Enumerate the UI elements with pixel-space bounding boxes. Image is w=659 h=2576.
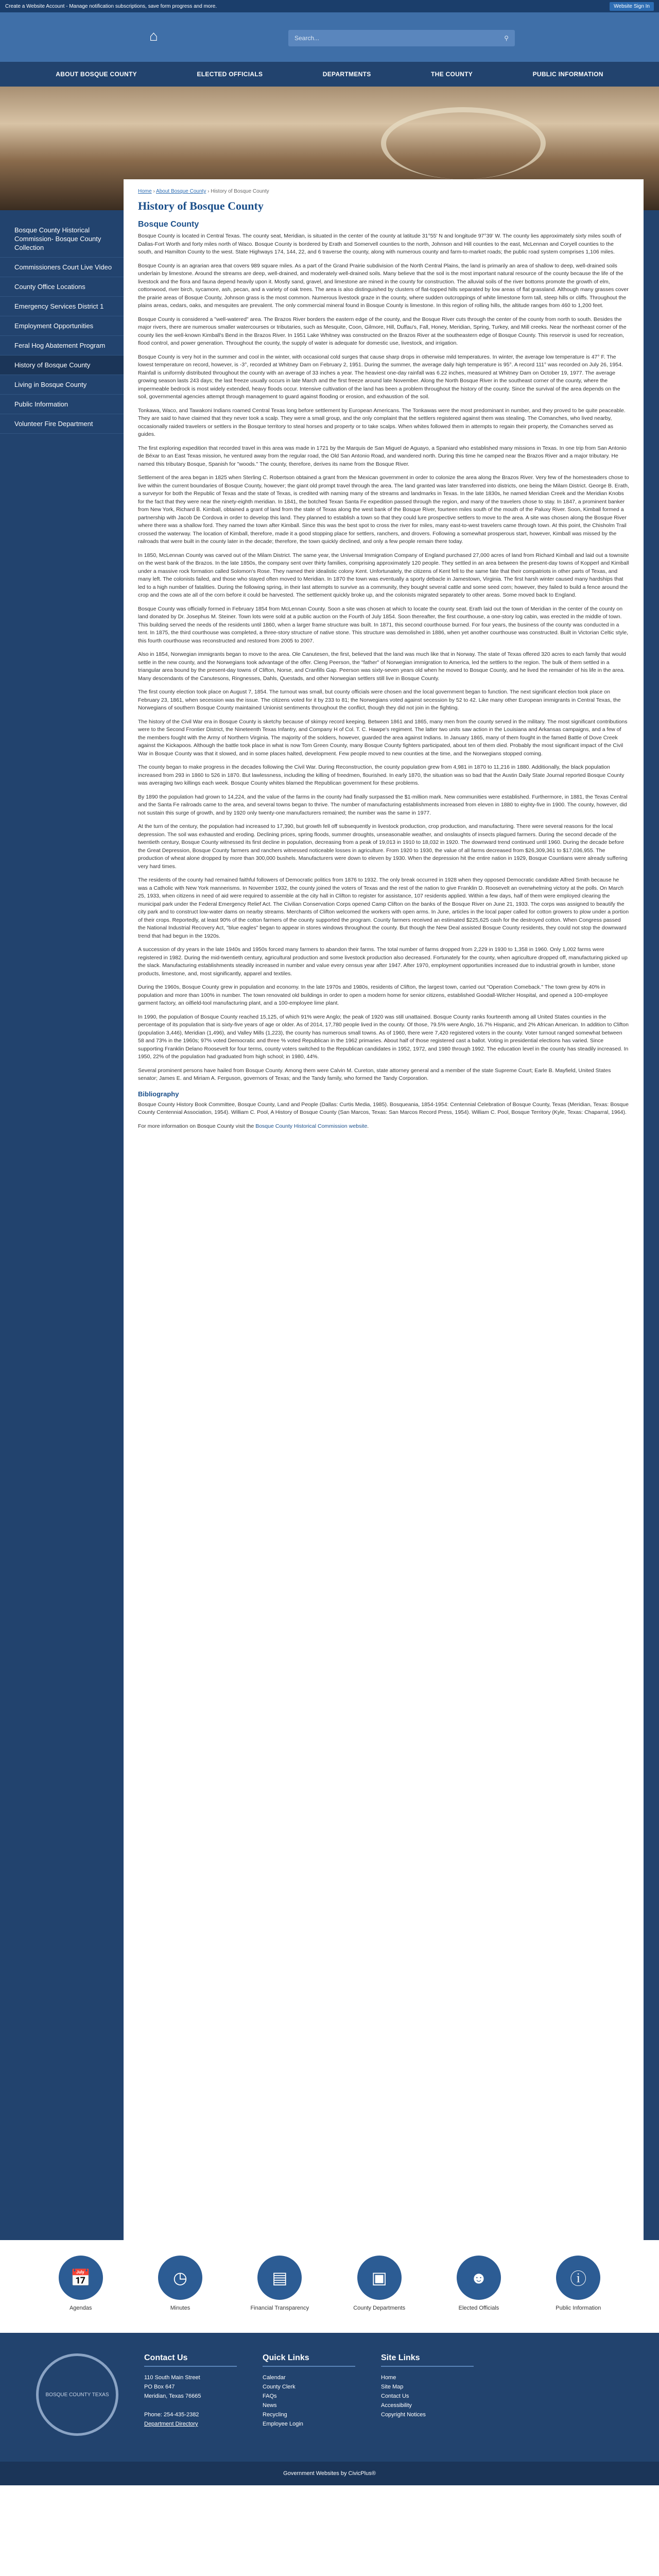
nav-about[interactable]: ABOUT BOSQUE COUNTY (56, 71, 137, 78)
article-paragraph: In 1850, McLennan County was carved out of the Milam District. The same year, the Universal Immigration Company of England purchased 27,000 acres of land from Richard Kimball and laid out a townsite on the west bank of the Brazos. In the late 1850s, the company sent over thirty families, comprising approximately 120 people. They settled in an area between the present-day towns of Kopperl and Kimball under a massive rock formation called Solomon's Rose. They named their idealistic colony Kent. Unfortunately, the citizens of Kent fell to the same fate that their compatriots in other parts of Texas, and many left. The colonists failed, and those who stayed often moved to Meridian. In 1870 the town was eventually a sporty debacle in Jamestown, Virginia. The first harsh winter caused many hardships that led to a high number of fatalities. During the following spring, in their last attempts to survive as a community, they bought several cattle and some seed corn; however, they failed to build a fence around the crop and the cows ate all of the corn before it could be harvested. The settlement quickly broke up, and the colonists migrated separately to other areas. Some moved back to England. (138, 552, 629, 598)
sidebar-item-office-locations[interactable]: County Office Locations (0, 277, 124, 297)
article-paragraph: In 1990, the population of Bosque County reached 15,125, of which 91% were Anglo; the peak of 1920 was still unattained. Bosque County ranks fourteenth among all United States counties in the percentage of its population that is sixty-five years of age or older. As of 2014, 17,780 people lived in the county. Of those, 79.5% were Anglo, 16.7% Hispanic, and 2% African American. In addition to Clifton (population 3,446), Meridian (1,496), and Valley Mills (1,223), the county has numerous small towns. As of 1960, there were 7,420 registered voters in the county. Voter turnout ranged somewhat between 58 and 73% in the 1960s; 97% voted Democratic and three % voted Republican in the 1962 primaries. About half of those registered cast a ballot. Voting in presidential elections has varied. Since supporting Franklin Delano Roosevelt for four terms, county voters switched to the Republican candidates in 1952, 1972, and 1980 through 1992. The education level in the county has steadily increased. In 1950, 22% of the population had graduated from high school; in 1980, 44%. (138, 1013, 629, 1060)
sidebar (0, 210, 124, 2240)
more-info (138, 1123, 629, 1131)
footer-link[interactable]: Recycling (263, 2412, 287, 2418)
article-paragraph: Also in 1854, Norwegian immigrants began to move to the area. Ole Canutesen, the first, believed that the land was much like that in Norway. The state of Texas offered 320 acres to each family that would settle in the new county, and the Norwegians took advantage of the offer. Cleng Peerson, the "father" of Norwegian immigration to America, led the settlers to the region. The bulk of them settled in a triangular area bound by the present-day towns of Clifton, Norse, and Cranfills Gap. Peerson was sixty-seven years old when he moved to Bosque County, and he lived the remainder of his life in the area. Many descendants of the Canutesons, Ringnesses, Dahls, Questads, and other Norwegian settlers still live in Bosque County. (138, 651, 626, 682)
quick-links-bar (0, 2240, 659, 2333)
calendar-icon: 📅 (59, 2256, 103, 2300)
quicklink-financial[interactable] (249, 2256, 310, 2312)
article-paragraph: A succession of dry years in the late 1940s and 1950s forced many farmers to abandon their farms. The total number of farms dropped from 2,229 in 1930 to 1,358 in 1960. Only 1,002 farms were registered in 1982. During the mid-twentieth century, agricultural production and some livestock production also decreased. Fortunately for the county, when agriculture dropped off, manufacturing picked up the slack. Manufacturing establishments steadily increased in number and value every census year after 1947. After 1970, employment opportunities increased due to industrial growth in lumber, stone products, limestone, and, most significantly, apparel and textiles. (138, 946, 628, 977)
website-sign-in-button[interactable]: Website Sign In (610, 2, 654, 11)
quicklink-label: Financial Transparency (250, 2305, 309, 2311)
footer-contact (144, 2353, 263, 2462)
footer-link[interactable]: News (263, 2402, 277, 2409)
article-paragraph: At the turn of the century, the population had increased to 17,390, but growth fell off subsequently in livestock production, crop production, and manufacturing. There were several reasons for the local depression. The soil was exhausted and eroding. Declining prices, spring floods, summer droughts, unseasonable weather, and onslaughts of insects plagued farmers. During the second decade of the twentieth century, Bosque County witnessed its first decline in population, decreasing from a peak of 19,013 in 1910 to 18,032 in 1920. The downward trend continued until 1960. During the decade before the Great Depression, Bosque County farmers and ranchers witnessed noticeable losses in agriculture. From 1920 to 1930, the value of all farms decreased from $26,309,361 to $17,036,955. The production of wheat alone dropped by more than 300,000 bushels. Manufacturers were down to eleven by 1930. When the depression hit the entire nation in 1929, Bosque Countians were already suffering very hard times. (138, 823, 628, 870)
top-bar (0, 0, 659, 12)
article-paragraph: The county began to make progress in the decades following the Civil War. During Reconstruction, the county population grew from 4,981 in 1870 to 11,216 in 1880. Additionally, the black population increased from 293 in 1860 to 526 in 1870. But lawlessness, including the killing of freedmen, flourished. In early 1870, the situation was so bad that the Austin Daily State Journal reported Bosque County was averaging two killings each week. Bosque County whites blamed the Republican government for these problems. (138, 764, 625, 786)
quicklink-label: County Departments (353, 2305, 406, 2311)
longhorn-image (381, 107, 546, 179)
nav-public-information[interactable]: PUBLIC INFORMATION (532, 71, 603, 78)
footer-site-links (381, 2353, 499, 2462)
main-wrap (0, 189, 659, 2240)
search-input[interactable] (288, 30, 515, 46)
footer-address-line: PO Box 647 (144, 2384, 175, 2390)
footer-link[interactable]: Home (381, 2375, 396, 2381)
search-placeholder: Search... (294, 35, 320, 42)
article-paragraph: Bosque County was officially formed in February 1854 from McLennan County. Soon a site was chosen at which to locate the county seat. Erath laid out the town of Meridian in the center of the county on land donated by Dr. Josephus M. Steiner. Town lots were sold at a public auction on the Fourth of July 1854. Soon thereafter, the first courthouse, a one-story log cabin, was erected in the middle of town. This building served the needs of the residents until 1860, when a larger frame structure was built. In 1871, this second courthouse burned. For four years, the business of the county was conducted in a tent. In 1875, the third courthouse was completed, a three-story structure of native stone. This structure was demolished in 1886, when yet another courthouse was constructed. Built in Victorian Celtic style, this fourth courthouse was reconstructed and restored from 2005 to 2007. (138, 605, 629, 644)
info-icon: ⓘ (556, 2256, 600, 2300)
historical-commission-link[interactable]: Bosque County Historical Commission website (255, 1123, 368, 1129)
section-title: Bosque County (138, 220, 199, 229)
powered-by-bar (0, 2462, 659, 2485)
page-title: History of Bosque County (138, 199, 264, 212)
more-info-prefix: For more information on Bosque County visit the (138, 1123, 256, 1129)
quicklink-departments[interactable] (349, 2256, 410, 2312)
article-paragraph: The first county election took place on August 7, 1854. The turnout was small, but county officials were chosen and the local government began to function. The next significant election took place on February 23, 1861, when secession was the issue. The citizens voted for it by 233 to 81; the Norwegians voted against secession by 52 to 42. Like many other European immigrants in Central Texas, the Norwegians of southern Bosque County maintained Unionist sentiments throughout the conflict, though they did not join in the fighting. (138, 689, 621, 711)
sidebar-item-emergency-services[interactable]: Emergency Services District 1 (0, 297, 124, 316)
footer-address-line: Meridian, Texas 76665 (144, 2393, 201, 2399)
nav-departments[interactable]: DEPARTMENTS (322, 71, 371, 78)
footer-link[interactable]: Copyright Notices (381, 2412, 426, 2418)
article-paragraph: Bosque County is an agrarian area that covers 989 square miles. As a part of the Grand Prairie subdivision of the North Central Plains, the land is primarily an area of shallow to deep, well-drained soils underlain by limestone. Around the streams are deep, well-drained, and moderately well-drained soils. Many believe that the soil is the most important natural resource of the county because the life of the livestock and the flora and fauna depend heavily upon it. Mostly sand, gravel, and limestone are mined in the county for construction. The alluvial soils of the river bottoms promote the growth of elm, cottonwood, river birch, sycamore, ash, pecan, and a variety of oak trees. The area is also distinguished by clusters of flat-topped hills separated by low areas of flat grassland. Although many grasses cover the prairie areas of Bosque County, Johnson grass is the most common. Numerous livestock graze in the county, where sudden outcroppings of white limestone form tall, steep hills or cliffs. Throughout the plains areas, cedars, oaks, and mesquites are prevalent. The only commercial mineral found in Bosque County is limestone. In this region of rolling hills, the altitude ranges from 460 to 1,200 feet. (138, 262, 629, 309)
footer-phone: Phone: 254-435-2382 (144, 2412, 199, 2418)
breadcrumb-home[interactable]: Home (138, 189, 152, 194)
breadcrumb-parent[interactable]: About Bosque County (156, 189, 206, 194)
article-paragraph: The residents of the county had remained faithful followers of Democratic politics from 1876 to 1932. The only break occurred in 1928 when they opposed Democratic candidate Alfred Smith because he was a Catholic with New York mannerisms. In November 1932, the county joined the voters of Texas and the rest of the nation to give Franklin D. Roosevelt an overwhelming victory at the polls. On March 25, 1933, when citizens in need of aid were required to assemble at the city hall in Clifton to register for assistance, 107 residents applied. Within a few days, half of them were employed clearing the municipal park under the Federal Emergency Relief Act. The Civilian Conservation Corps opened Camp Clifton on the banks of the Bosque River on June 21, 1933. The corps was assigned to beautify the city park and to construct low-water dams on nearby streams. Merchants of Clifton welcomed the workers with open arms. In June, articles in the local paper called for cotton growers to plow under a portion of their crops. Reportedly, at least 90% of the cotton farmers of the county supported the program. County farmers received an estimated $225,625 cash for the destroyed cotton. When Congress passed the National Industrial Recovery Act, "blue eagles" began to appear in stores windows throughout the county. But though the New Deal assisted Bosque County residents, they could not stop the downward trend that had begun in the 1920s. (138, 877, 629, 939)
sidebar-item-history[interactable]: History of Bosque County (0, 355, 124, 375)
quicklink-public-info[interactable] (547, 2256, 609, 2312)
footer-link[interactable]: Contact Us (381, 2393, 409, 2399)
article-body (138, 232, 629, 1083)
building-icon: ▣ (357, 2256, 402, 2300)
article-paragraph: Bosque County is located in Central Texas. The county seat, Meridian, is situated in the center of the county at latitude 31°55' N and longitude 97°39' W. The county lies approximately sixty miles south of Dallas-Fort Worth and forty miles north of Waco. Bosque County is bordered by Erath and Somervell counties to the north, Johnson and Hill counties to the east, McLennan and Coryell counties to the south, and Hamilton County to the west. State Highways 174, 144, 22, and 6 traverse the county, along with numerous county and farm-to-market roads; the public road system comprises 1,106 miles. (138, 233, 621, 255)
sidebar-item-employment[interactable]: Employment Opportunities (0, 316, 124, 336)
article-paragraph: During the 1960s, Bosque County grew in population and economy. In the late 1970s and 1980s, residents of Clifton, the largest town, carried out "Operation Comeback." The town grew by 40% in population and more than 100% in number. The town renovated old buildings in order to open a modern home for senior citizens, established Goodall-Witcher Hospital, and opened a 100-employee garment factory, an oilfield-tool manufacturing plant, and a 100-employee lime plant. (138, 984, 608, 1006)
more-info-suffix: . (367, 1123, 369, 1129)
nav-elected-officials[interactable]: ELECTED OFFICIALS (197, 71, 263, 78)
article-paragraph: The first exploring expedition that recorded travel in this area was made in 1721 by the Marquis de San Miguel de Aguayo, a Spaniard who established many missions in Texas. In one trip from San Antonio de Béxar to an East Texas mission, he ventured away from the regular road, the Old San Antonio Road, and wandered north. During this time he camped near the Brazos River and a major tributary. He named this tributary Bosque, Spanish for "woods." The county, therefore, derives its name from the Bosque River. (138, 445, 627, 467)
article-paragraph: Several prominent persons have hailed from Bosque County. Among them were Calvin M. Cureton, state attorney general and a member of the state Supreme Court; Earle B. Mayfield, United States senator; James E. and Miriam A. Ferguson, governors of Texas; and the Tandy family, who formed the Tandy Corporation. (138, 1067, 611, 1081)
quicklink-elected-officials[interactable] (448, 2256, 510, 2312)
quicklink-label: Public Information (556, 2305, 601, 2311)
article-paragraph: Bosque County is considered a "well-watered" area. The Brazos River borders the eastern edge of the county, and the Bosque River cuts through the center of the county from north to south. Besides the major rivers, there are numerous smaller watercourses or tributaries, such as Mesquite, Coon, Gilmore, Hill, Duffau's, Fall, Honey, Meridian, Spring, Turkey, and Mill creeks. Near the northeast corner of the county lies the well-known Kimball's Bend in the Brazos River. In 1951 Lake Whitney was constructed on the Brazos River at the southeastern edge of Bosque County. This reservoir is used for recreation, flood control, and power generation. Throughout the county, the supply of water is adequate for domestic use, livestock, and irrigation. (138, 316, 627, 346)
footer-link[interactable]: County Clerk (263, 2384, 296, 2390)
footer-link[interactable]: Calendar (263, 2375, 286, 2381)
header (0, 12, 659, 62)
article-paragraph: Tonkawa, Waco, and Tawakoni Indians roamed Central Texas long before settlement by European Americans. The Tonkawas were the most predominant in number, and they proved to be quite peaceable. They are said to have claimed that they never took a scalp. They were a small group, and the only complaint that the settlers registered against them was stealing. The Comanches, who lived nearby, occasionally raided travelers or settlers in the Bosque territory to steal horses and property or to take scalps. When whites followed them in attempts to regain their property, the Comanches served as guides. (138, 407, 626, 437)
article-paragraph: Settlement of the area began in 1825 when Sterling C. Robertson obtained a grant from the Mexican government in order to colonize the area along the Brazos River. Very few of the homesteaders chose to live within the current boundaries of Bosque County, however; the giant old prompt travel through the area. The land granted was later transferred into districts, one being the Milam District. George B. Erath, a surveyor for both the Republic of Texas and the state of Texas, is credited with naming many of the streams and landmarks in Texas. In the late 1830s, he named Meridian Creek and the Meridian Knobs for the fact that they were near the ninety-eighth meridian. In 1841, the botched Texan Santa Fe expedition passed through the region, and many of the travelers chose to stay. In 1847, a prominent banker from New York, Richard B. Kimball, obtained a grant of land from the state of Texas along the west bank of the Bosque River, fourteen miles south of the mouth of the Paluxy River. Soon, Kimball formed a partnership with Jacob De Cordova in order to develop this land. They planned to establish a town so that they could lure prospective settlers to move to the area. A site was chosen along the Bosque River where there was a shallow ford. They named the town after Kimball. Since this was the best spot to cross the river for miles, many east-to-west travelers came through town. At this point, the Chisholm Trail crossed the waterway. The location of Kimball, therefore, made it a good stopping place for settlers, ranchers, and drovers. Following a somewhat prosperous start, however, Kimball was missed by the railroads that were built in the county later in the decade; therefore, the town quickly declined, and only a few people remain there today. (138, 474, 629, 545)
article-paragraph: Bosque County is very hot in the summer and cool in the winter, with occasional cold surges that cause sharp drops in otherwise mild temperatures. In winter, the average low temperature is 47° F. The lowest temperature on record, however, is -3°, recorded at Whitney Dam on February 2, 1951. During the summer, the average daily high temperature is 95°. A record 111° was recorded on July 26, 1954. Rainfall is uniformly distributed throughout the county with an average of 33 inches a year. The heaviest one-day rainfall was 6.22 inches, measured at Whitney Dam on October 19, 1977. The average growing season lasts 243 days; the last freeze usually occurs in late March and the first freeze around late November. Along the North Bosque River in the southeast corner of the county, where the impermeable bedrock is most widely extended, heavy floods occur. Intensive cultivation of the land has been a problem throughout the history of the county. Since the survival of the area depends on the soil, governmental agencies attempt through management to guard against flooding or erosion, and exhaustion of the soil. (138, 353, 623, 400)
sidebar-item-historical-commission[interactable]: Bosque County Historical Commission- Bosque County Collection (0, 221, 124, 258)
footer-link[interactable]: Accessibility (381, 2402, 412, 2409)
footer-link[interactable]: Site Map (381, 2384, 404, 2390)
county-seal: BOSQUE COUNTY TEXAS (36, 2353, 118, 2436)
quicklink-minutes[interactable] (149, 2256, 211, 2312)
home-icon[interactable]: ⌂ (149, 28, 158, 44)
article-paragraph: By 1890 the population had grown to 14,224, and the value of the farms in the county had finally surpassed the $1-million mark. New communities were established. Furthermore, in 1881, the Texas Central and the Santa Fe railroads came to the area, and several towns began to thrive. The number of manufacturing establishments increased from eleven in 1880 to eighty-five in 1900. The county, however, did not sustain this surge of growth, and by 1920 only twenty-one manufacturers remained; the number was the same in 1977. (138, 793, 628, 816)
footer-quick-links (263, 2353, 381, 2462)
sidebar-item-commissioners-court[interactable]: Commissioners Court Live Video (0, 258, 124, 277)
footer-contact-title: Contact Us (144, 2353, 237, 2367)
footer-directory-link[interactable]: Department Directory (144, 2421, 198, 2427)
quicklink-agendas[interactable] (50, 2256, 112, 2312)
breadcrumb-current: History of Bosque County (211, 189, 269, 194)
sidebar-item-living[interactable]: Living in Bosque County (0, 375, 124, 395)
breadcrumb: Home › About Bosque County › History of Bosque County (138, 189, 269, 194)
footer-site-title: Site Links (381, 2353, 474, 2367)
main-nav (0, 62, 659, 87)
sidebar-item-public-information[interactable]: Public Information (0, 395, 124, 414)
footer-address-line: 110 South Main Street (144, 2375, 200, 2381)
quicklink-label: Agendas (69, 2305, 92, 2311)
footer-quick-title: Quick Links (263, 2353, 355, 2367)
main-content (124, 179, 644, 2240)
document-icon: ▤ (257, 2256, 302, 2300)
bibliography-heading: Bibliography (138, 1090, 179, 1098)
sidebar-item-feral-hog[interactable]: Feral Hog Abatement Program (0, 336, 124, 355)
sidebar-item-volunteer-fire[interactable]: Volunteer Fire Department (0, 414, 124, 434)
quicklink-label: Minutes (170, 2305, 190, 2311)
quicklink-label: Elected Officials (458, 2305, 499, 2311)
search-icon[interactable]: ⚲ (504, 35, 509, 42)
clock-icon: ◷ (158, 2256, 202, 2300)
footer-link[interactable]: FAQs (263, 2393, 277, 2399)
people-icon: ☻ (457, 2256, 501, 2300)
civicplus-link[interactable]: Government Websites by CivicPlus® (283, 2470, 376, 2477)
footer-link[interactable]: Employee Login (263, 2421, 303, 2427)
article-paragraph: The history of the Civil War era in Bosque County is sketchy because of skimpy record keeping. Between 1861 and 1865, many men from the county served in the military. The most significant contributions were to the Second Frontier District, the Nineteenth Texas Infantry, and Company H of Col. T. C. Hawpe's regiment. The latter two units saw action in the Louisiana and Arkansas campaigns, and a few of the members fought with the Army of Northern Virginia. The majority of the soldiers, however, guarded the area against Indians. In January 1865, many of them fought in the famed Battle of Dove Creek against the Kickapoos. Although the battle took place in what is now Tom Green County, many Bosque County fighters participated, about ten of them died. Probably the most significant impact of the Civil War in Bosque County was that it slowed, and in some places halted, development. Few people moved to new counties at the time, and the Norwegians stopped coming. (138, 718, 628, 757)
nav-the-county[interactable]: THE COUNTY (431, 71, 473, 78)
bibliography-text: Bosque County History Book Committee, Bosque County, Land and People (Dallas: Curtis Media, 1985). Bosqueania, 1854-1954: Centennial Celebration of Bosque County, Texas (Meridian, Texas: Bosque County Centennial Association, 1954). William C. Pool, A History of Bosque County (San Marcos, Texas: San Marcos Record Press, 1954). William C. Pool, Bosque Territory (Kyle, Texas: Chaparral, 1964). (138, 1101, 629, 1115)
footer (0, 2333, 659, 2462)
account-message[interactable]: Create a Website Account - Manage notification subscriptions, save form progress and more. (5, 3, 217, 9)
